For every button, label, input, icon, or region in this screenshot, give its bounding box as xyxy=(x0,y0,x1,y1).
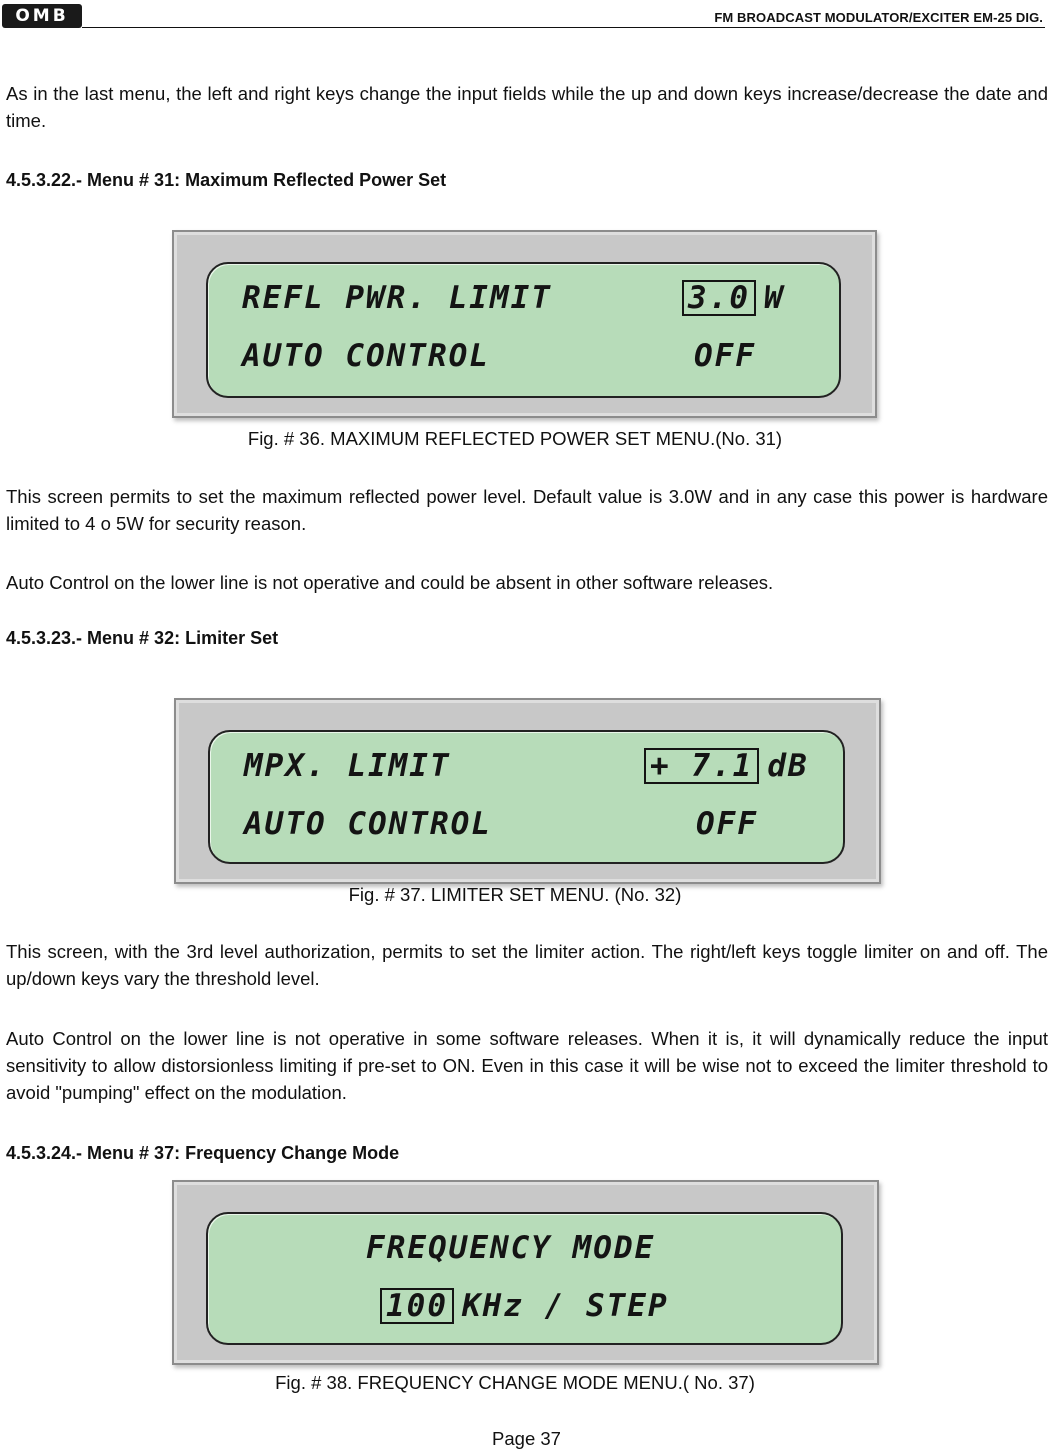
paragraph-auto-control-2: Auto Control on the lower line is not operative in some software releases. When it is, it will dynamically reduce the input sensitivity to allow distorsionless limiting if pre-set to ON. Even in this case it will be wise not to exceed the limiter threshold to avoid "pumping" effect on the modulation. xyxy=(6,1028,1048,1103)
lcd-unit: W xyxy=(764,280,785,316)
lcd-selected-value: + 7.1 xyxy=(644,748,759,784)
lcd-value-group xyxy=(682,280,785,316)
intro-paragraph: As in the last menu, the left and right keys change the input fields while the up and down keys increase/decrease the date and time. xyxy=(6,83,1048,131)
page-number: Page 37 xyxy=(492,1428,561,1449)
section-heading-menu-32: 4.5.3.23.- Menu # 32: Limiter Set xyxy=(6,628,279,648)
lcd-label: FREQUENCY MODE xyxy=(366,1230,656,1266)
lcd-value-group xyxy=(644,748,809,784)
page-header xyxy=(0,0,1053,34)
lcd-label: MPX. LIMIT xyxy=(244,748,451,784)
header-rule xyxy=(82,27,1045,28)
lcd-figure-menu-31 xyxy=(172,230,877,418)
omb-logo xyxy=(2,4,82,28)
lcd-label: AUTO CONTROL xyxy=(244,806,492,842)
lcd-value: OFF xyxy=(694,338,756,374)
lcd-value-group xyxy=(696,806,758,842)
lcd-line-2 xyxy=(380,1288,821,1324)
logo-text: OMB xyxy=(15,6,69,26)
lcd-selected-value: 3.0 xyxy=(682,280,756,316)
lcd-unit: KHz / STEP xyxy=(462,1288,669,1324)
lcd-line-1 xyxy=(244,748,823,784)
lcd-line-2 xyxy=(242,338,819,374)
lcd-figure-menu-37 xyxy=(172,1180,879,1365)
header-title: FM BROADCAST MODULATOR/EXCITER EM-25 DIG. xyxy=(714,10,1043,25)
lcd-label: REFL PWR. LIMIT xyxy=(242,280,552,316)
figure-caption-36: Fig. # 36. MAXIMUM REFLECTED POWER SET MENU.(No. 31) xyxy=(247,428,783,449)
lcd-selected-value: 100 xyxy=(380,1288,454,1324)
lcd-screen xyxy=(206,1212,843,1345)
lcd-screen xyxy=(206,262,841,398)
lcd-value-group xyxy=(694,338,756,374)
lcd-line-1 xyxy=(242,280,819,316)
paragraph-reflected-power: This screen permits to set the maximum reflected power level. Default value is 3.0W and in any case this power is hardware limited to 4 o 5W for security reason. xyxy=(6,486,1048,534)
paragraph-auto-control-1: Auto Control on the lower line is not operative and could be absent in other software releases. xyxy=(6,572,774,593)
figure-caption-38: Fig. # 38. FREQUENCY CHANGE MODE MENU.( No. 37) xyxy=(275,1372,755,1393)
lcd-line-1 xyxy=(366,1230,821,1266)
section-heading-menu-31: 4.5.3.22.- Menu # 31: Maximum Reflected Power Set xyxy=(6,170,447,190)
paragraph-limiter: This screen, with the 3rd level authorization, permits to set the limiter action. The right/left keys toggle limiter on and off. The up/down keys vary the threshold level. xyxy=(6,941,1048,989)
figure-caption-37: Fig. # 37. LIMITER SET MENU. (No. 32) xyxy=(348,884,682,905)
lcd-unit: dB xyxy=(767,748,809,784)
lcd-line-2 xyxy=(244,806,823,842)
lcd-figure-menu-32 xyxy=(174,698,881,884)
lcd-value: OFF xyxy=(696,806,758,842)
lcd-label: AUTO CONTROL xyxy=(242,338,490,374)
lcd-screen xyxy=(208,730,845,864)
section-heading-menu-37: 4.5.3.24.- Menu # 37: Frequency Change Mode xyxy=(6,1143,400,1163)
